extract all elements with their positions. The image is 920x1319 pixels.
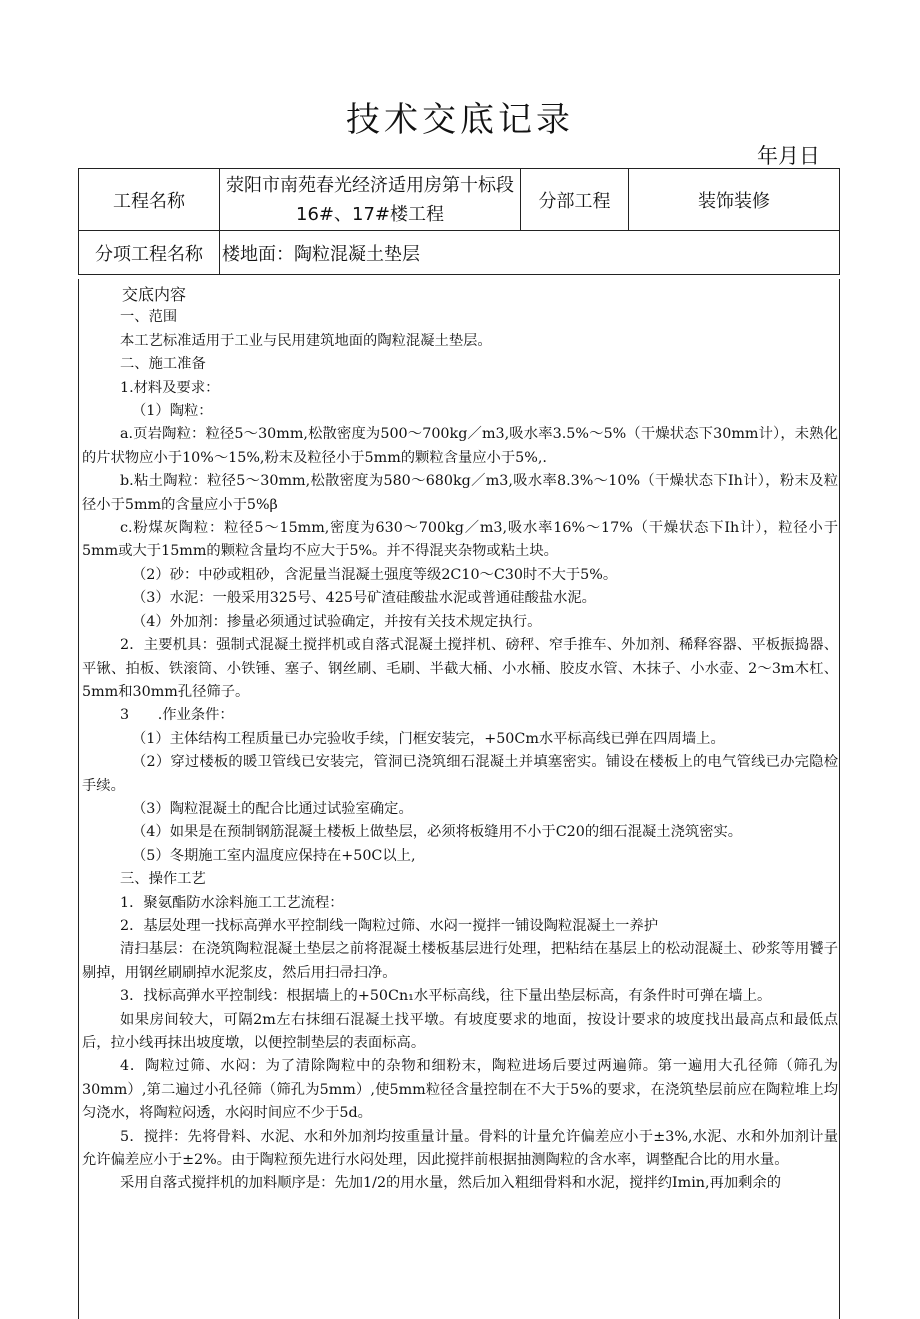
paragraph: 4．陶粒过筛、水闷：为了清除陶粒中的杂物和细粉末，陶粒进场后要过两遍筛。第一遍用大孔径筛（筛孔为30mm）,第二遍过小孔径筛（筛孔为5mm）,使5mm粒径含量控制在不大于5%的要求，在浇筑垫层前应在陶粒堆上均匀浇水，将陶粒闷透，水闷时间应不少于5d。 [82,1058,838,1122]
paragraph: 清扫基层：在浇筑陶粒混凝土垫层之前将混凝土楼板基层进行处理，把粘结在基层上的松动混凝土、砂浆等用饕子剔掉，用钢丝刷刷掉水泥浆皮，然后用扫帚扫净。 [82,941,838,981]
content-body [82,283,838,1196]
paragraph: 1．聚氨酯防水涂料施工工艺流程： [120,894,344,911]
date-label: 年月日 [757,144,820,168]
project-label: 工程名称 [79,169,220,231]
paragraph: 2．主要机具：强制式混凝土搅拌机或自落式混凝土搅拌机、磅秤、窄手推车、外加剂、稀释容器、平板振捣器、平锹、拍板、铁滚筒、小铁锤、塞子、钢丝刷、毛刷、半截大桶、小水桶、胶皮水管、木抹子、小水壶、2～3m木杠、5mm和30mm孔径筛子。 [82,637,838,700]
paragraph: b.粘土陶粒：粒径5～30mm,松散密度为580～680kg／m3,吸水率8.3%～10%（干燥状态下Ih计），粉末及粒径小于5mm的含量应小于5%β [82,473,838,513]
item-label: 分项工程名称 [79,231,220,275]
section-scope: 一、范围 [120,309,178,326]
paragraph: （1）陶粒： [132,403,213,420]
paragraph: a.页岩陶粒：粒径5～30mm,松散密度为500～700kg／m3,吸水率3.5%～5%（干燥状态下30mm计），未熟化的片状物应小于10%～15%,粉末及粒径小于5mm的颗粒含量应小于5%,. [82,426,838,466]
paragraph: 采用自落式搅拌机的加料顺序是：先加1/2的用水量，然后加入粗细骨料和水泥，搅拌约Imin,再加剩余的 [120,1175,782,1192]
header-table [78,168,840,275]
document-title: 技术交底记录 [346,100,574,140]
sub-project-label: 分部工程 [521,169,629,231]
paragraph: 1.材料及要求： [120,379,220,396]
paragraph: （3）水泥：一般采用325号、425号矿渣硅酸盐水泥或普通硅酸盐水泥。 [132,590,596,607]
paragraph: （4）外加剂：掺量必须通过试验确定，并按有关技术规定执行。 [132,613,542,630]
project-name-line1: 荥阳市南苑春光经济适用房第十标段 [226,174,514,196]
paragraph: 如果房间较大，可隔2m左右抹细石混凝土找平墩。有坡度要求的地面，按设计要求的坡度找出最高点和最低点后，拉小线再抹出坡度墩，以便控制垫层的表面标高。 [82,1011,838,1051]
paragraph: （3）陶粒混凝土的配合比通过试验室确定。 [132,800,413,817]
header-row-item [79,231,840,275]
paragraph: 5．搅拌：先将骨料、水泥、水和外加剂均按重量计量。骨料的计量允许偏差应小于±3%,水泥、水和外加剂计量允许偏差应小于±2%。由于陶粒预先进行水闷处理，因此搅拌前根据抽测陶粒的含水率，调整配合比的用水量。 [82,1128,838,1169]
paragraph: （2）穿过楼板的暖卫管线已安装完，管洞已浇筑细石混凝土并填塞密实。铺设在楼板上的电气管线已办完隐检手续。 [82,754,838,794]
section-process: 三、操作工艺 [120,871,206,888]
paragraph: （1）主体结构工程质量已办完验收手续，门框安装完，+50Cm水平标高线已弹在四周墙上。 [132,730,725,747]
project-name [220,169,521,231]
paragraph: （4）如果是在预制钢筋混凝土楼板上做垫层，必须将板缝用不小于C20的细石混凝土浇筑密实。 [132,824,743,841]
section-preparation: 二、施工准备 [120,356,206,373]
paragraph: 本工艺标准适用于工业与民用建筑地面的陶粒混凝土垫层。 [120,332,492,349]
paragraph: 2．基层处理一找标高弹水平控制线一陶粒过筛、水闷一搅拌一铺设陶粒混凝土一养护 [120,917,659,934]
content-heading: 交底内容 [122,285,187,304]
paragraph: c.粉煤灰陶粒：粒径5～15mm,密度为630～700kg／m3,吸水率16%～17%（干燥状态下Ih计），粒径小于5mm或大于15mm的颗粒含量均不应大于5%。并不得混夹杂物或粘土块。 [82,520,838,560]
item-value: 楼地面：陶粒混凝土垫层 [220,231,840,275]
header-row-project [79,169,840,231]
paragraph: （2）砂：中砂或粗砂，含泥量当混凝土强度等级2C10～C30时不大于5%。 [132,566,618,583]
project-name-line2: 16#、17#楼工程 [296,203,444,225]
sub-project-value: 装饰装修 [629,169,840,231]
paragraph: 3 .作业条件： [120,707,234,724]
paragraph: 3．找标高弹水平控制线：根据墙上的+50Cn₁水平标高线，往下量出垫层标高，有条件时可弹在墙上。 [120,988,772,1005]
paragraph: （5）冬期施工室内温度应保持在+50C以上, [132,847,416,864]
